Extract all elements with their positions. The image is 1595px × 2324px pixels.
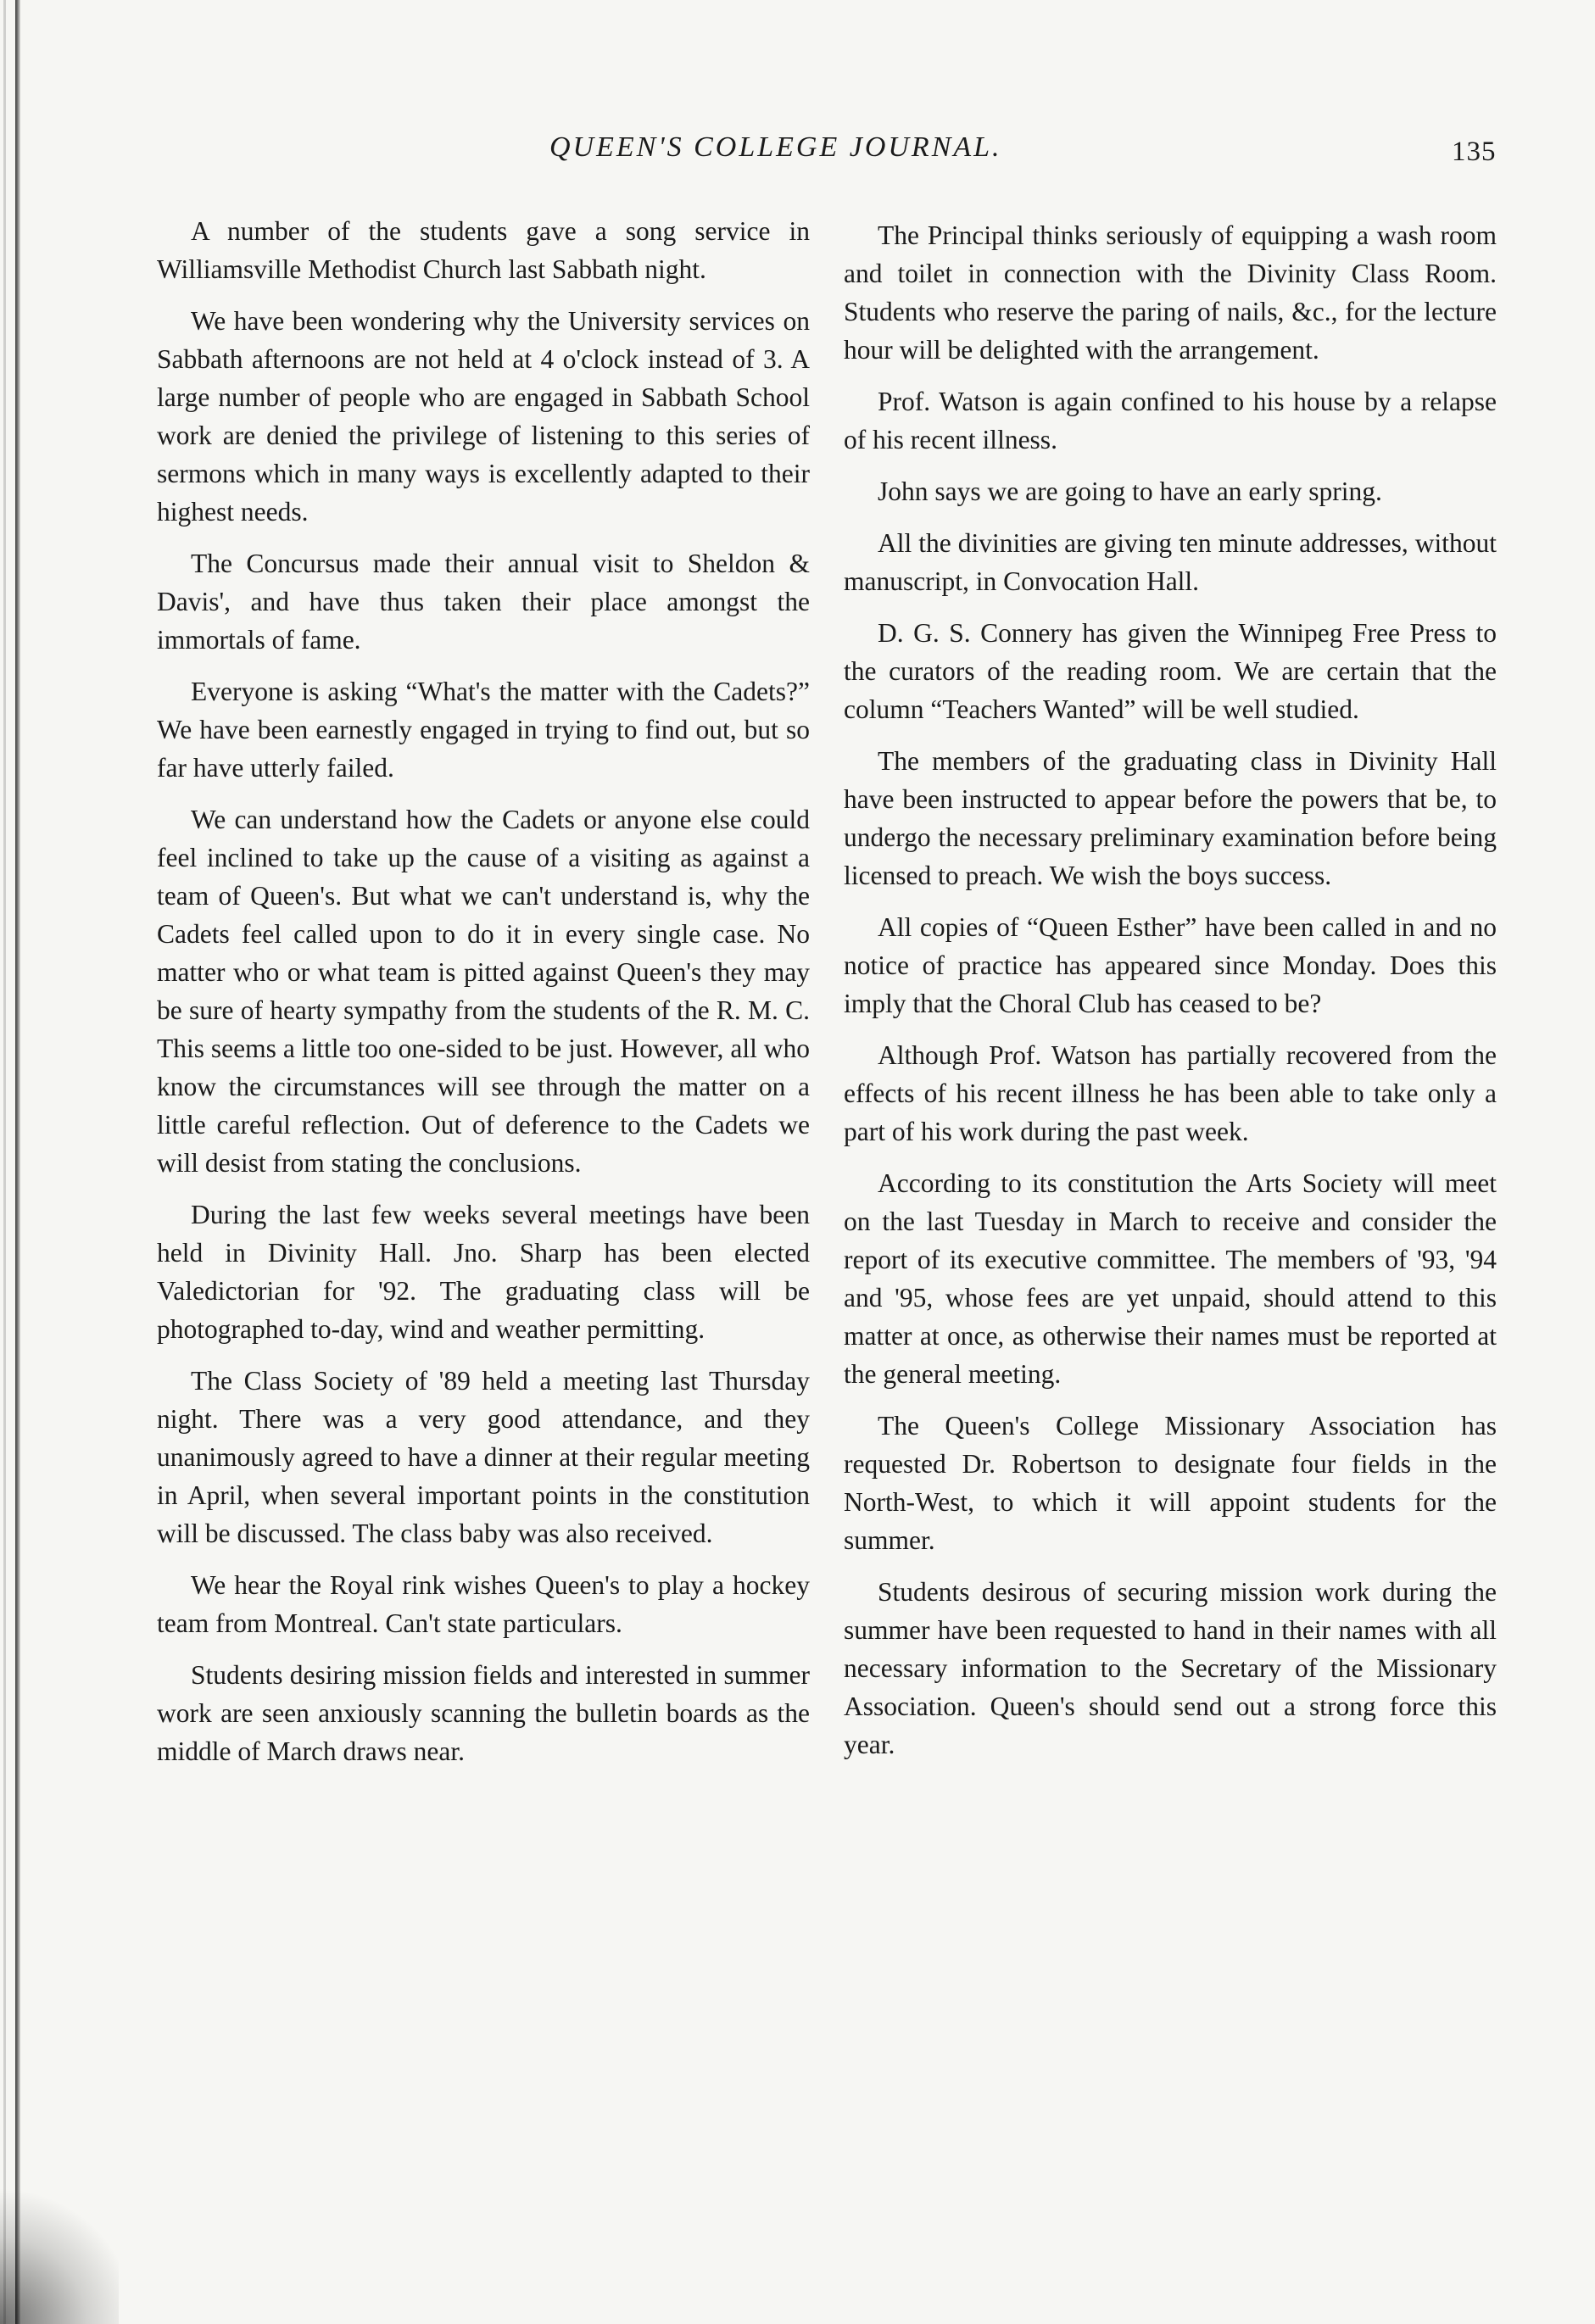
left-paragraph: The Class Society of '89 held a meeting last Thursday night. There was a very good attendance, and they unanimously agreed to have a dinner at their regular meeting in April, when several important points in the constitution will be discussed. The class baby was also received. <box>157 1366 810 1548</box>
right-paragraph: Students desirous of securing mission work during the summer have been requested to hand in their names with all necessary information to the Secretary of the Missionary Association. Queen's should send out a strong force this year. <box>844 1577 1497 1759</box>
scan-binding-shadow <box>15 0 20 2324</box>
right-column <box>844 216 1497 1777</box>
running-title: QUEEN'S COLLEGE JOURNAL. <box>549 131 1002 163</box>
scan-corner-shadow <box>0 2171 119 2324</box>
right-paragraph: The Queen's College Missionary Association has requested Dr. Robertson to designate four fields in the North-West, to which it will appoint students for the summer. <box>844 1411 1497 1555</box>
right-paragraph: Although Prof. Watson has partially recovered from the effects of his recent illness he has been able to take only a part of his work during the past week. <box>844 1040 1497 1146</box>
left-paragraph: Students desiring mission fields and interested in summer work are seen anxiously scanning the bulletin boards as the middle of March draws near. <box>157 1660 810 1766</box>
right-paragraph: D. G. S. Connery has given the Winnipeg Free Press to the curators of the reading room. We are certain that the column “Teachers Wanted” will be well studied. <box>844 618 1497 724</box>
left-paragraph: We can understand how the Cadets or anyone else could feel inclined to take up the cause of a visiting as against a team of Queen's. But what we can't understand is, why the Cadets feel called upon to do it in every single case. No matter who or what team is pitted against Queen's they may be sure of hearty sympathy from the students of the R. M. C. This seems a little too one-sided to be just. However, all who know the circumstances will see through the matter on a little careful reflection. Out of deference to the Cadets we will desist from stating the conclusions. <box>157 805 810 1178</box>
left-paragraph: During the last few weeks several meetings have been held in Divinity Hall. Jno. Sharp has been elected Valedictorian for '92. The graduating class will be photographed to-day, wind and weather permitting. <box>157 1200 810 1344</box>
right-paragraph: The Principal thinks seriously of equipping a wash room and toilet in connection with the Divinity Class Room. Students who reserve the paring of nails, &c., for the lecture hour will be delighted with the arrangement. <box>844 220 1497 365</box>
right-paragraph: Prof. Watson is again confined to his house by a relapse of his recent illness. <box>844 387 1497 454</box>
left-paragraph: We have been wondering why the University services on Sabbath afternoons are not held at 4 o'clock instead of 3. A large number of people who are engaged in Sabbath School work are denied the privilege of listening to this series of sermons which in many ways is excellently adapted to their highest needs. <box>157 306 810 527</box>
left-paragraph: We hear the Royal rink wishes Queen's to play a hockey team from Montreal. Can't state particulars. <box>157 1570 810 1638</box>
left-paragraph: Everyone is asking “What's the matter with the Cadets?” We have been earnestly engaged in trying to find out, but so far have utterly failed. <box>157 677 810 783</box>
page-number: 135 <box>1452 137 1497 167</box>
left-paragraph: The Concursus made their annual visit to Sheldon & Davis', and have thus taken their place amongst the immortals of fame. <box>157 549 810 655</box>
scan-binding-edge <box>3 0 6 2324</box>
page-header <box>0 131 1595 182</box>
right-paragraph: All the divinities are giving ten minute addresses, without manuscript, in Convocation Hall. <box>844 528 1497 596</box>
right-paragraph: According to its constitution the Arts Society will meet on the last Tuesday in March to receive and consider the report of its executive committee. The members of '93, '94 and '95, whose fees are yet unpaid, should attend to this matter at once, as otherwise their names must be reported at the general meeting. <box>844 1168 1497 1389</box>
right-paragraph: The members of the graduating class in Divinity Hall have been instructed to appear before the powers that be, to undergo the necessary preliminary examination before being licensed to preach. We wish the boys success. <box>844 746 1497 890</box>
left-paragraph: A number of the students gave a song service in Williamsville Methodist Church last Sabbath night. <box>157 216 810 284</box>
left-column <box>157 212 810 1784</box>
right-paragraph: John says we are going to have an early spring. <box>878 477 1382 506</box>
right-paragraph: All copies of “Queen Esther” have been called in and no notice of practice has appeared since Monday. Does this imply that the Choral Club has ceased to be? <box>844 912 1497 1018</box>
